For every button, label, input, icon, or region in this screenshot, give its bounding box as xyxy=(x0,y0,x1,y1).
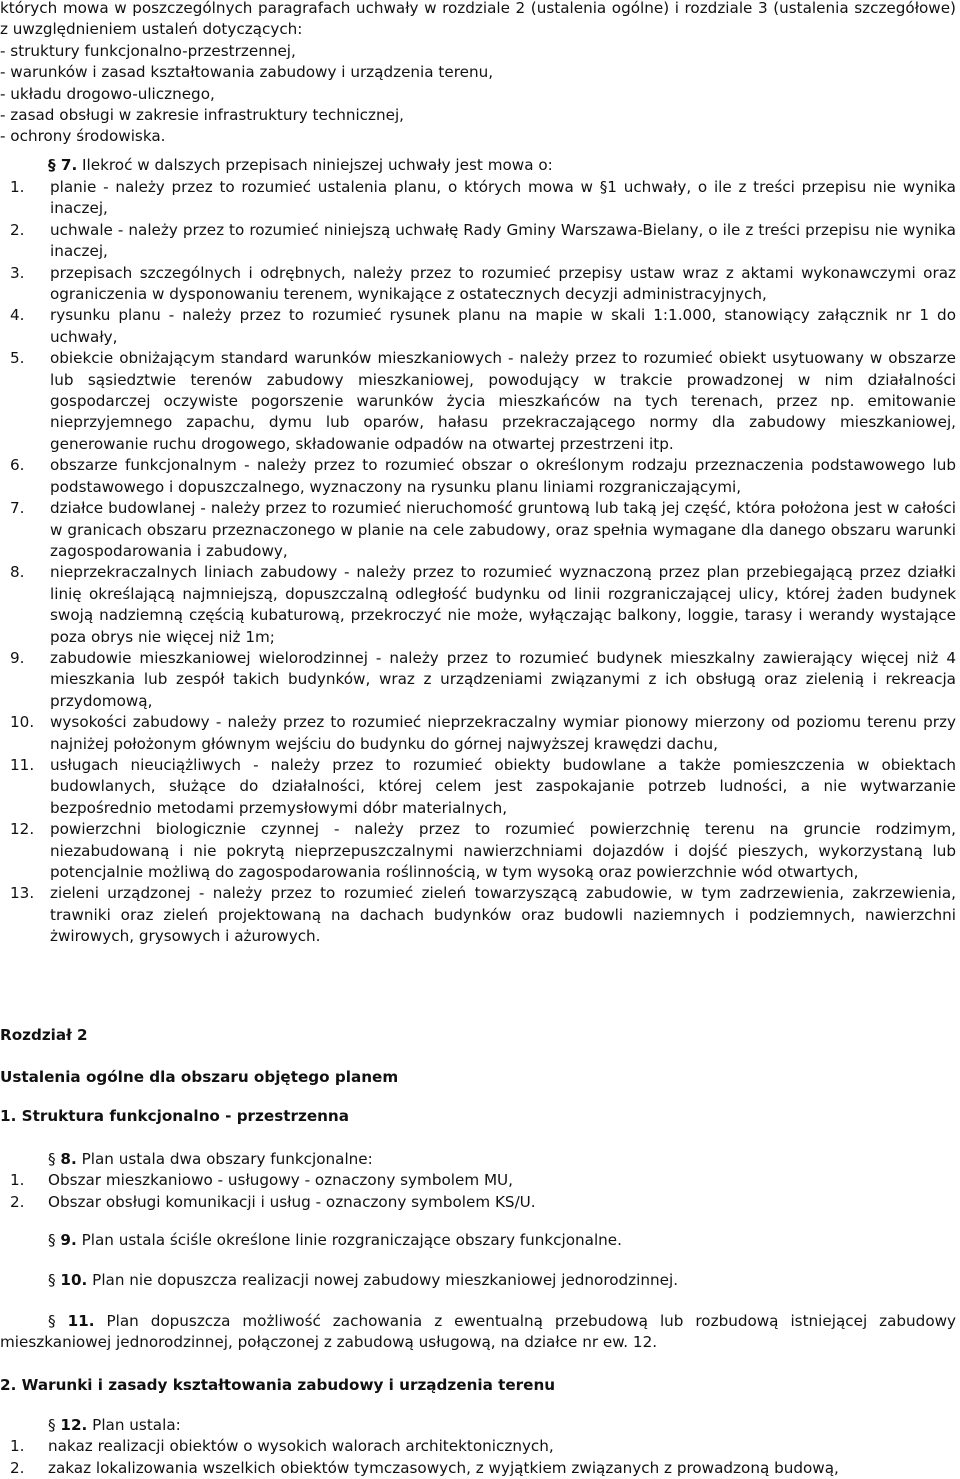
intro-dash-item: - warunków i zasad kształtowania zabudowy i urządzenia terenu, xyxy=(0,63,494,82)
definition-item xyxy=(0,883,960,947)
paragraph-9: § 9. Plan ustala ściśle określone linie rozgraniczające obszary funkcjonalne. xyxy=(48,1231,622,1249)
item-number: 4. xyxy=(10,306,25,325)
item-number: 8. xyxy=(10,563,25,582)
item-text: planie - należy przez to rozumieć ustalenia planu, o których mowa w §1 uchwały, o ile z treści przepisu nie wynika inaczej, xyxy=(50,178,956,218)
item-text: powierzchni biologicznie czynnej - należy przez to rozumieć powierzchnię terenu na gruncie rodzimym, niezabudowaną i nie pokrytą nieprzepuszczalnymi nawierzchniami dojazdów i dojść pieszych, wykorzystaną lub potencjalnie możliwą do zagospodarowania roślinnością, w tym wysoką oraz powierzchnie wód otwartych, xyxy=(50,820,956,881)
paragraph-number: 8. xyxy=(60,1150,77,1168)
paragraph-text: Plan dopuszcza możliwość zachowania z ewentualną przebudową lub rozbudową istniejącej zabudowy mieszkaniowej jednorodzinnej, połączonej z zabudową usługową, na działce nr ew. 12. xyxy=(0,1312,957,1352)
intro-dash-item: - struktury funkcjonalno-przestrzennej, xyxy=(0,41,296,60)
paragraph-text: Plan nie dopuszcza realizacji nowej zabudowy mieszkaniowej jednorodzinnej. xyxy=(92,1271,679,1289)
item-text: wysokości zabudowy - należy przez to rozumieć nieprzekraczalny wymiar pionowy mierzony od poziomu terenu przy najniżej położonym głównym wejściu do budynku do górnej najwyższej krawędzi dachu, xyxy=(50,713,956,753)
paragraph-11: § 11. Plan dopuszcza możliwość zachowania z ewentualną przebudową lub rozbudową istniejącej zabudowy mieszkaniowej jednorodzinnej, połączonej z zabudową usługową, na działce nr ew. 12. xyxy=(0,1312,957,1352)
definition-item xyxy=(0,263,960,306)
paragraph-number: § 7. xyxy=(48,156,78,174)
item-number: 2. xyxy=(10,1192,25,1211)
item-number: 1. xyxy=(10,178,25,196)
paragraph-number: 12. xyxy=(60,1416,88,1434)
paragraph-text: Plan ustala dwa obszary funkcjonalne: xyxy=(81,1150,373,1168)
item-text: nieprzekraczalnych liniach zabudowy - należy przez to rozumieć wyznaczoną przez plan przebiegającą przez działki linię określającą najmniejszą, dopuszczalną odległość budynku od linii rozgraniczającej ulicy, której żaden budynek swoją nadziemną częścią kubaturową, przekroczyć nie może, wyłączając balkony, loggie, tarasy i werandy wystające poza obrys nie więcej niż 1m; xyxy=(50,563,956,646)
definition-item xyxy=(0,819,960,883)
paragraph-text: Ilekroć w dalszych przepisach niniejszej uchwały jest mowa o: xyxy=(82,156,553,174)
item-text: zabudowie mieszkaniowej wielorodzinnej - należy przez to rozumieć budynek mieszkalny zawierający więcej niż 4 mieszkania lub zespół takich budynków, wraz z urządzeniami związanymi z ich obsługą oraz zielenią i rekreacja przydomową, xyxy=(50,648,956,710)
list-item xyxy=(0,1192,960,1213)
paragraph-number: 10. xyxy=(60,1271,88,1289)
list-item xyxy=(0,1458,960,1479)
section-heading: 2. Warunki i zasady kształtowania zabudowy i urządzenia terenu xyxy=(0,1376,556,1394)
paragraph-10: § 10. Plan nie dopuszcza realizacji nowej zabudowy mieszkaniowej jednorodzinnej. xyxy=(48,1271,679,1289)
definition-item xyxy=(0,562,960,648)
list-item xyxy=(0,1436,960,1457)
definition-item xyxy=(0,348,960,455)
item-text: zakaz lokalizowania wszelkich obiektów tymczasowych, z wyjątkiem związanych z prowadzoną budową, xyxy=(48,1458,839,1477)
item-text: nakaz realizacji obiektów o wysokich walorach architektonicznych, xyxy=(48,1437,554,1456)
item-number: 2. xyxy=(10,220,25,239)
item-number: 6. xyxy=(10,456,25,475)
item-text: Obszar mieszkaniowo - usługowy - oznaczony symbolem MU, xyxy=(48,1171,513,1190)
intro-dash-item: - ochrony środowiska. xyxy=(0,127,166,146)
item-number: 1. xyxy=(10,1437,25,1456)
definition-item xyxy=(0,220,960,263)
definition-item xyxy=(0,305,960,348)
definition-item xyxy=(0,712,960,755)
definition-item xyxy=(0,177,960,220)
paragraph-8: § 8. Plan ustala dwa obszary funkcjonalne: 1. Obszar mieszkaniowo - usługowy - oznaczony symbolem MU, 2. Obszar obsługi komunikacji i usług - oznaczony symbolem KS/U. xyxy=(0,1149,960,1213)
item-text: Obszar obsługi komunikacji i usług - oznaczony symbolem KS/U. xyxy=(48,1192,536,1211)
paragraph-text: Plan ustala ściśle określone linie rozgraniczające obszary funkcjonalne. xyxy=(81,1231,622,1249)
paragraph-text: Plan ustala: xyxy=(92,1416,181,1434)
definition-item xyxy=(0,455,960,498)
definitions-list xyxy=(0,177,960,948)
intro-dash-item: - układu drogowo-ulicznego, xyxy=(0,84,215,103)
item-number: 9. xyxy=(10,648,25,667)
item-number: 10. xyxy=(10,713,35,732)
item-number: 12. xyxy=(10,820,35,839)
intro-block xyxy=(0,0,960,148)
item-text: rysunku planu - należy przez to rozumieć rysunek planu na mapie w skali 1:1.000, stanowiący załącznik nr 1 do uchwały, xyxy=(50,306,956,346)
list-item xyxy=(0,1170,960,1191)
item-text: działce budowlanej - należy przez to rozumieć nieruchomość gruntową lub taką jej część, która położona jest w całości w granicach obszaru przeznaczonego w planie na cele zabudowy, oraz spełnia wymagane dla danego obszaru warunki zagospodarowania i zabudowy, xyxy=(50,499,956,560)
item-number: 3. xyxy=(10,263,25,282)
item-number: 5. xyxy=(10,349,25,368)
paragraph-12: § 12. Plan ustala: 1. nakaz realizacji obiektów o wysokich walorach architektonicznych, 2. zakaz lokalizowania wszelkich obiektów tymczasowych, z wyjątkiem związanych z prowadzoną budową, xyxy=(0,1415,960,1479)
item-text: usługach nieuciążliwych - należy przez to rozumieć obiekty budowlane a także pomieszczenia w obiektach budowlanych, służące do działalności, której celem jest zaspokajanie potrzeb ludności, a nie wytwarzanie bezpośrednio metodami przemysłowymi dóbr materialnych, xyxy=(50,755,956,817)
intro-dash-item: - zasad obsługi w zakresie infrastruktury technicznej, xyxy=(0,106,405,125)
item-text: zieleni urządzonej - należy przez to rozumieć zieleń towarzyszącą zabudowie, w tym zadrzewienia, zakrzewienia, trawniki oraz zieleń projektowaną na dachach budynków oraz budowli naziemnych i podziemnych, nawierzchni żwirowych, grysowych i ażurowych. xyxy=(50,884,956,946)
definition-item xyxy=(0,648,960,712)
item-number: 11. xyxy=(10,755,35,774)
definition-item xyxy=(0,755,960,819)
definition-item xyxy=(0,498,960,562)
chapter-subtitle: Ustalenia ogólne dla obszaru objętego planem xyxy=(0,1068,399,1086)
item-text: obszarze funkcjonalnym - należy przez to rozumieć obszar o określonym rodzaju przeznaczenia podstawowego lub podstawowego i dopuszczalnego, wyznaczony na rysunku planu liniami rozgraniczającymi, xyxy=(50,456,956,496)
intro-paragraph: których mowa w poszczególnych paragrafach uchwały w rozdziale 2 (ustalenia ogólne) i rozdziale 3 (ustalenia szczegółowe) z uwzględnieniem ustaleń dotyczących: xyxy=(0,0,956,39)
paragraph-7 xyxy=(0,155,960,176)
paragraph-number: 9. xyxy=(60,1231,77,1249)
item-text: uchwale - należy przez to rozumieć niniejszą uchwałę Rady Gminy Warszawa-Bielany, o ile z treści przepisu nie wynika inaczej, xyxy=(50,220,956,261)
item-number: 2. xyxy=(10,1458,25,1477)
item-text: przepisach szczególnych i odrębnych, należy przez to rozumieć przepisy ustaw wraz z aktami wykonawczymi oraz ograniczenia w dysponowaniu terenem, wynikające z ostatecznych decyzji administracyjnych, xyxy=(50,263,956,304)
item-number: 1. xyxy=(10,1171,25,1190)
item-number: 7. xyxy=(10,499,25,518)
item-text: obiekcie obniżającym standard warunków mieszkaniowych - należy przez to rozumieć obiekt usytuowany w obszarze lub sąsiedztwie terenów zabudowy mieszkaniowej, powodujący w trakcie prowadzonej w nim działalności gospodarczej oczywiste pogorszenie warunków życia mieszkańców na tych terenach, przez np. emitowanie nieprzyjemnego zapachu, dymu lub oparów, hałasu przekraczającego normy dla zabudowy mieszkaniowej, generowanie ruchu drogowego, składowanie odpadów na otwartej przestrzeni itp. xyxy=(50,349,956,453)
item-number: 13. xyxy=(10,884,35,903)
chapter-title: Rozdział 2 xyxy=(0,1026,88,1044)
paragraph-number: 11. xyxy=(67,1312,95,1330)
section-heading: 1. Struktura funkcjonalno - przestrzenna xyxy=(0,1107,349,1125)
